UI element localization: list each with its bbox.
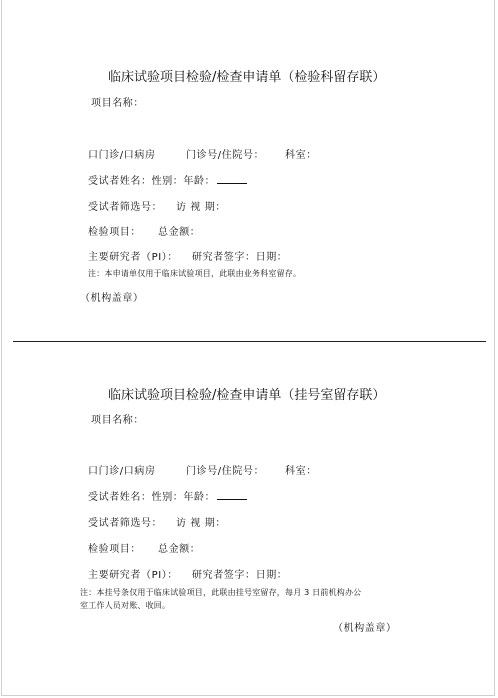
screening-no-label: 受试者筛选号： (88, 518, 163, 529)
outpatient-no-label: 门诊号/住院号： (186, 466, 265, 477)
subject-info-row (88, 488, 247, 503)
form-title: 临床试验项目检验/检查申请单（挂号室留存联） (108, 388, 386, 403)
outpatient-no-label: 门诊号/住院号： (186, 150, 265, 161)
cut-line (13, 341, 486, 342)
note-text-line-1: 注：本挂号条仅用于临床试验项目，此联由挂号室留存，每月 3 日前机构办公 (80, 588, 362, 597)
researcher-sign-label: 研究者签字：日期： (192, 252, 288, 263)
screening-no-label: 受试者筛选号： (88, 202, 163, 213)
visit-period-label: 访 视 期： (176, 202, 226, 213)
seal-label: （机构盖章） (80, 293, 144, 304)
project-name-label: 项目名称： (91, 98, 144, 109)
note-text: 注：本申请单仅用于临床试验项目，此联由业务科室留存。 (88, 269, 302, 278)
note-text-line-2: 室工作人员对账、收回。 (80, 601, 171, 610)
total-amount-label: 总金额： (158, 227, 201, 238)
department-label: 科室： (285, 150, 317, 161)
project-name-label: 项目名称： (91, 415, 144, 426)
visit-type-checkboxes: 口门诊/口病房 (88, 466, 156, 477)
subject-info-label: 受试者姓名：性别：年龄： (88, 176, 216, 187)
subject-info-row (88, 172, 247, 187)
seal-label: （机构盖章） (333, 623, 397, 634)
department-label: 科室： (285, 466, 317, 477)
test-items-label: 检验项目： (88, 544, 141, 555)
age-blank (217, 489, 247, 500)
visit-period-label: 访 视 期： (176, 518, 226, 529)
test-items-label: 检验项目： (88, 227, 141, 238)
subject-info-label: 受试者姓名：性别：年龄： (88, 492, 216, 503)
age-blank (217, 173, 247, 184)
pi-label: 主要研究者（PI）： (88, 570, 178, 581)
form-title: 临床试验项目检验/检查申请单（检验科留存联） (108, 70, 386, 85)
researcher-sign-label: 研究者签字：日期： (192, 570, 288, 581)
pi-label: 主要研究者（PI）： (88, 252, 178, 263)
total-amount-label: 总金额： (158, 544, 201, 555)
visit-type-checkboxes: 口门诊/口病房 (88, 150, 156, 161)
